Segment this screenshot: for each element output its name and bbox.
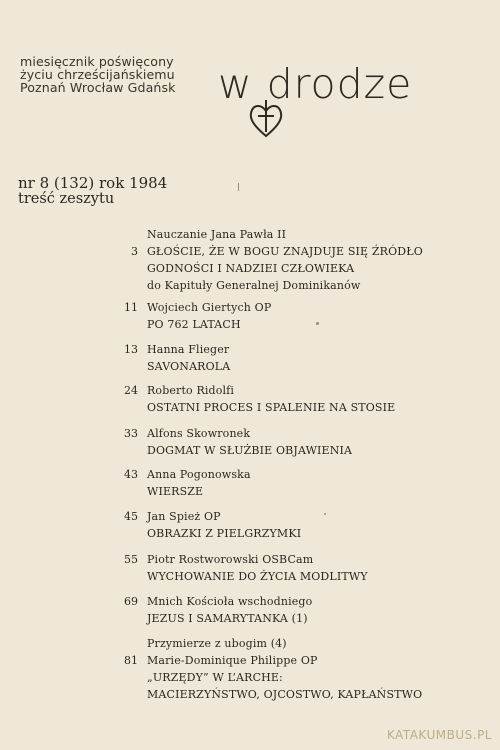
toc-line: Roberto Ridolfi [147, 384, 235, 397]
toc-line: do Kapituły Generalnej Dominikanów [147, 279, 361, 292]
toc-line: Mnich Kościoła wschodniego [147, 595, 313, 608]
watermark: KATAKUMBUS.PL [386, 728, 492, 742]
toc-line: Anna Pogonowska [147, 468, 251, 481]
cross-heart-icon [246, 96, 286, 138]
toc-line: PO 762 LATACH [147, 318, 241, 331]
toc-line: Przymierze z ubogim (4) [147, 637, 287, 650]
contents-heading: treść zeszytu [18, 191, 115, 207]
toc-line: OSTATNI PROCES I SPALENIE NA STOSIE [147, 401, 396, 414]
toc-line: WIERSZE [147, 485, 204, 498]
page-number: 81 [124, 654, 138, 667]
toc-line: Wojciech Giertych OP [147, 301, 272, 314]
toc-line: Marie-Dominique Philippe OP [147, 654, 318, 667]
page-number: 69 [124, 595, 138, 608]
magazine-logo [218, 60, 448, 140]
page-number: 43 [124, 468, 138, 481]
page-number: 24 [124, 384, 138, 397]
page-number: 33 [124, 427, 138, 440]
paper-speck [316, 322, 319, 325]
tagline-line: życiu chrześcijańskiemu [20, 67, 175, 82]
logo-text: w drodze [218, 60, 413, 108]
page-number: 55 [124, 553, 138, 566]
toc-line: DOGMAT W SŁUŻBIE OBJAWIENIA [147, 444, 353, 457]
toc-line: MACIERZYŃSTWO, OJCOSTWO, KAPŁAŃSTWO [147, 688, 423, 701]
paper-speck [324, 513, 326, 515]
toc-line: Alfons Skowronek [147, 427, 251, 440]
toc-line: GŁOŚCIE, ŻE W BOGU ZNAJDUJE SIĘ ŹRÓDŁO [147, 245, 423, 258]
toc-line: „URZĘDY” W L’ARCHE: [147, 671, 283, 684]
masthead [20, 55, 176, 94]
toc-line: OBRAZKI Z PIELGRZYMKI [147, 527, 302, 540]
toc-line: Piotr Rostworowski OSBCam [147, 553, 314, 566]
toc-line: WYCHOWANIE DO ŻYCIA MODLITWY [147, 570, 368, 583]
page-number: 3 [131, 245, 138, 258]
toc-line: Hanna Flieger [147, 343, 230, 356]
tagline-line: Poznań Wrocław Gdańsk [20, 80, 176, 95]
tagline-line: miesięcznik poświęcony [20, 54, 174, 69]
toc-line: Nauczanie Jana Pawła II [147, 228, 287, 241]
issue-number: nr 8 (132) rok 1984 [18, 174, 168, 192]
toc-line: JEZUS I SAMARYTANKA (1) [147, 612, 308, 625]
page-number: 45 [124, 510, 138, 523]
toc-line: SAVONAROLA [147, 360, 231, 373]
toc-line: GODNOŚCI I NADZIEI CZŁOWIEKA [147, 262, 355, 275]
paper-speck [238, 183, 239, 191]
page-number: 11 [124, 301, 138, 314]
page-number: 13 [124, 343, 138, 356]
toc-line: Jan Spież OP [147, 510, 221, 523]
